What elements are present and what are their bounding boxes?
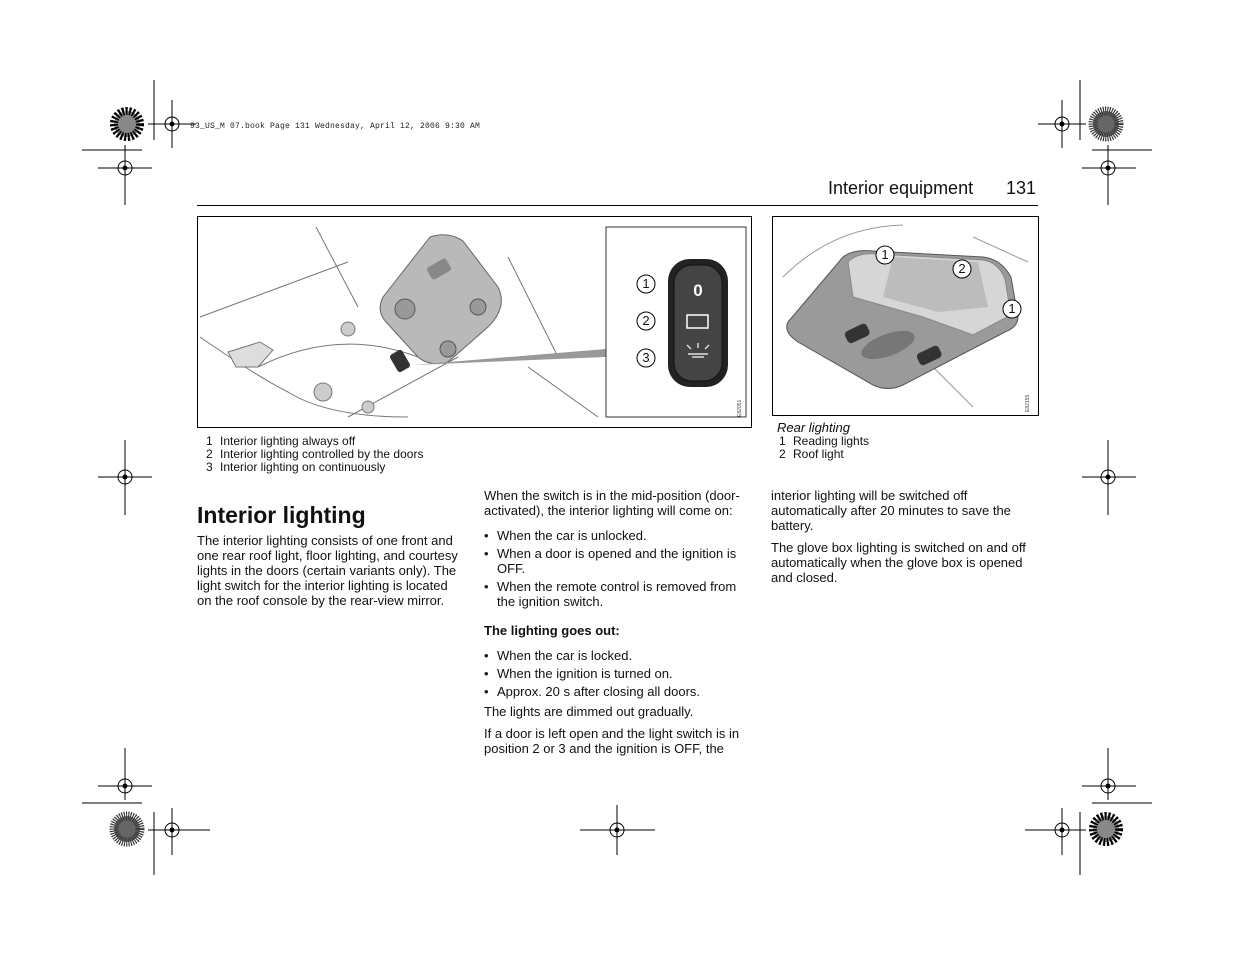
callout-1: 1 (642, 276, 650, 291)
figure-rear-lighting (772, 216, 1039, 416)
figure-code: E82051 (737, 399, 743, 417)
intro-paragraph: The interior lighting consists of one front and one rear roof light, floor lighting, and courtesy lights in the doors (certain variants only). The light switch for the interior lighting is located on the roof console by the rear-view mirror. (197, 533, 458, 608)
callout-1-b: 1 (1008, 301, 1016, 316)
glovebox-paragraph: The glove box lighting is switched on and off automatically when the glove box is opened and closed. (771, 540, 1026, 585)
list-item: • When a door is opened and the ignition is OFF. (484, 546, 737, 576)
print-metadata: 93_US_M 07.book Page 131 Wednesday, April 12, 2006 9:30 AM (190, 122, 481, 131)
list-item: • When the car is locked. (484, 648, 633, 663)
column-1 (197, 502, 462, 615)
list-item: • When the ignition is turned on. (484, 666, 673, 681)
roof-console-illustration (198, 217, 751, 427)
subheading: The lighting goes out: (484, 623, 620, 638)
list-item: • When the car is unlocked. (484, 528, 647, 543)
switch-intro: When the switch is in the mid-position (door-activated), the interior lighting will come on: (484, 488, 740, 518)
callout-2: 2 (642, 313, 650, 328)
figure-light-switch (197, 216, 752, 428)
column-3 (771, 488, 1036, 592)
figure2-title: Rear lighting (777, 420, 850, 435)
header-rule (197, 205, 1038, 206)
callout-2: 2 (958, 261, 966, 276)
dim-paragraph: The lights are dimmed out gradually. (484, 704, 694, 719)
figure2-caption: Rear lighting 1 Reading lights 2 Roof light (777, 420, 870, 461)
list-item: • Approx. 20 s after closing all doors. (484, 684, 701, 699)
column-2 (484, 488, 749, 763)
switch-symbol-off: 0 (693, 281, 703, 300)
figure1-caption: 1 Interior lighting always off 2 Interior lighting controlled by the doors 3 Interior lighting on continuously (206, 434, 424, 474)
page-number: 131 (1006, 178, 1037, 198)
door-paragraph: If a door is left open and the light switch is in position 2 or 3 and the ignition is OFF, the (484, 726, 740, 756)
figure-code: E82155 (1025, 394, 1031, 412)
callout-1: 1 (881, 247, 889, 262)
rear-light-illustration (773, 217, 1038, 415)
page-heading: Interior lighting (197, 502, 366, 528)
list-item: • When the remote control is removed from the ignition switch. (484, 579, 737, 609)
callout-3: 3 (642, 350, 650, 365)
section-title: Interior equipment (828, 178, 974, 198)
battery-paragraph: interior lighting will be switched off automatically after 20 minutes to save the battery. (771, 488, 1011, 533)
